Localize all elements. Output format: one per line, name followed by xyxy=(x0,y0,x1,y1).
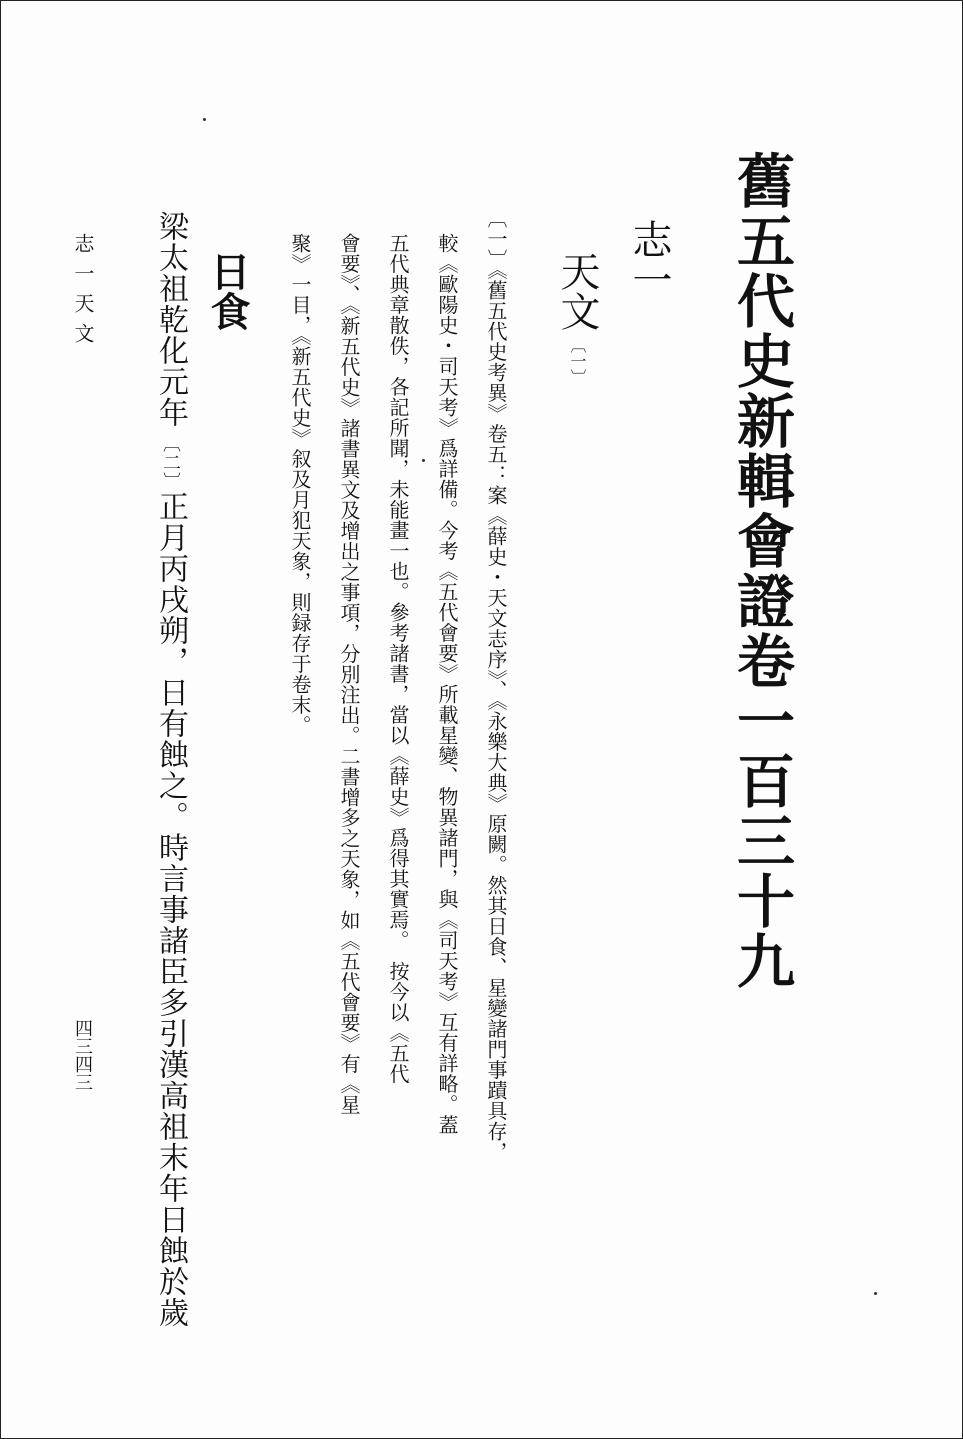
main-text-column xyxy=(153,211,187,1328)
book-title: 舊五代史新輯會證卷一百三十九 xyxy=(727,151,795,991)
annotation-line: 〔一〕《舊五代史考異》卷五：案《薛史・天文志序》、《永樂大典》原闕。然其日食、星變諸門事蹟具存， xyxy=(484,208,508,1162)
section-note-marker: 〔一〕 xyxy=(568,337,587,385)
subsection-heading: 日食 xyxy=(204,251,250,331)
main-note-marker: 〔二〕 xyxy=(160,434,181,491)
running-head: 志一天文 xyxy=(71,233,95,353)
section-heading xyxy=(555,251,599,385)
page-number: 四三四三 xyxy=(72,1019,93,1091)
annotation-line: 會要》、《新五代史》諸書異文及增出之事項，分別注出。二書增多之天象，如《五代會要》有《星 xyxy=(337,233,361,1115)
main-text-segment: 正月丙戌朔，日有蝕之。時言事諸臣多引漢高祖末年日蝕於歲 xyxy=(153,491,188,1328)
main-text-segment: 梁太祖乾化元年 xyxy=(153,211,188,428)
scan-speck xyxy=(422,459,425,462)
annotation-line: 較《歐陽史・司天考》爲詳備。今考《五代會要》所載星變、物異諸門，與《司天考》互有詳略。蓋 xyxy=(435,233,459,1135)
annotation-line: 五代典章散佚，各記所聞，未能畫一也。參考諸書，當以《薛史》爲得其實焉。 按今以《五代 xyxy=(386,233,410,1084)
scan-speck xyxy=(203,118,206,121)
annotation-line: 聚》一目，《新五代史》叙及月犯天象，則録存于卷末。 xyxy=(288,233,312,736)
scan-speck xyxy=(874,1292,877,1295)
treatise-heading: 志一 xyxy=(626,219,672,299)
section-title: 天文 xyxy=(554,251,600,331)
